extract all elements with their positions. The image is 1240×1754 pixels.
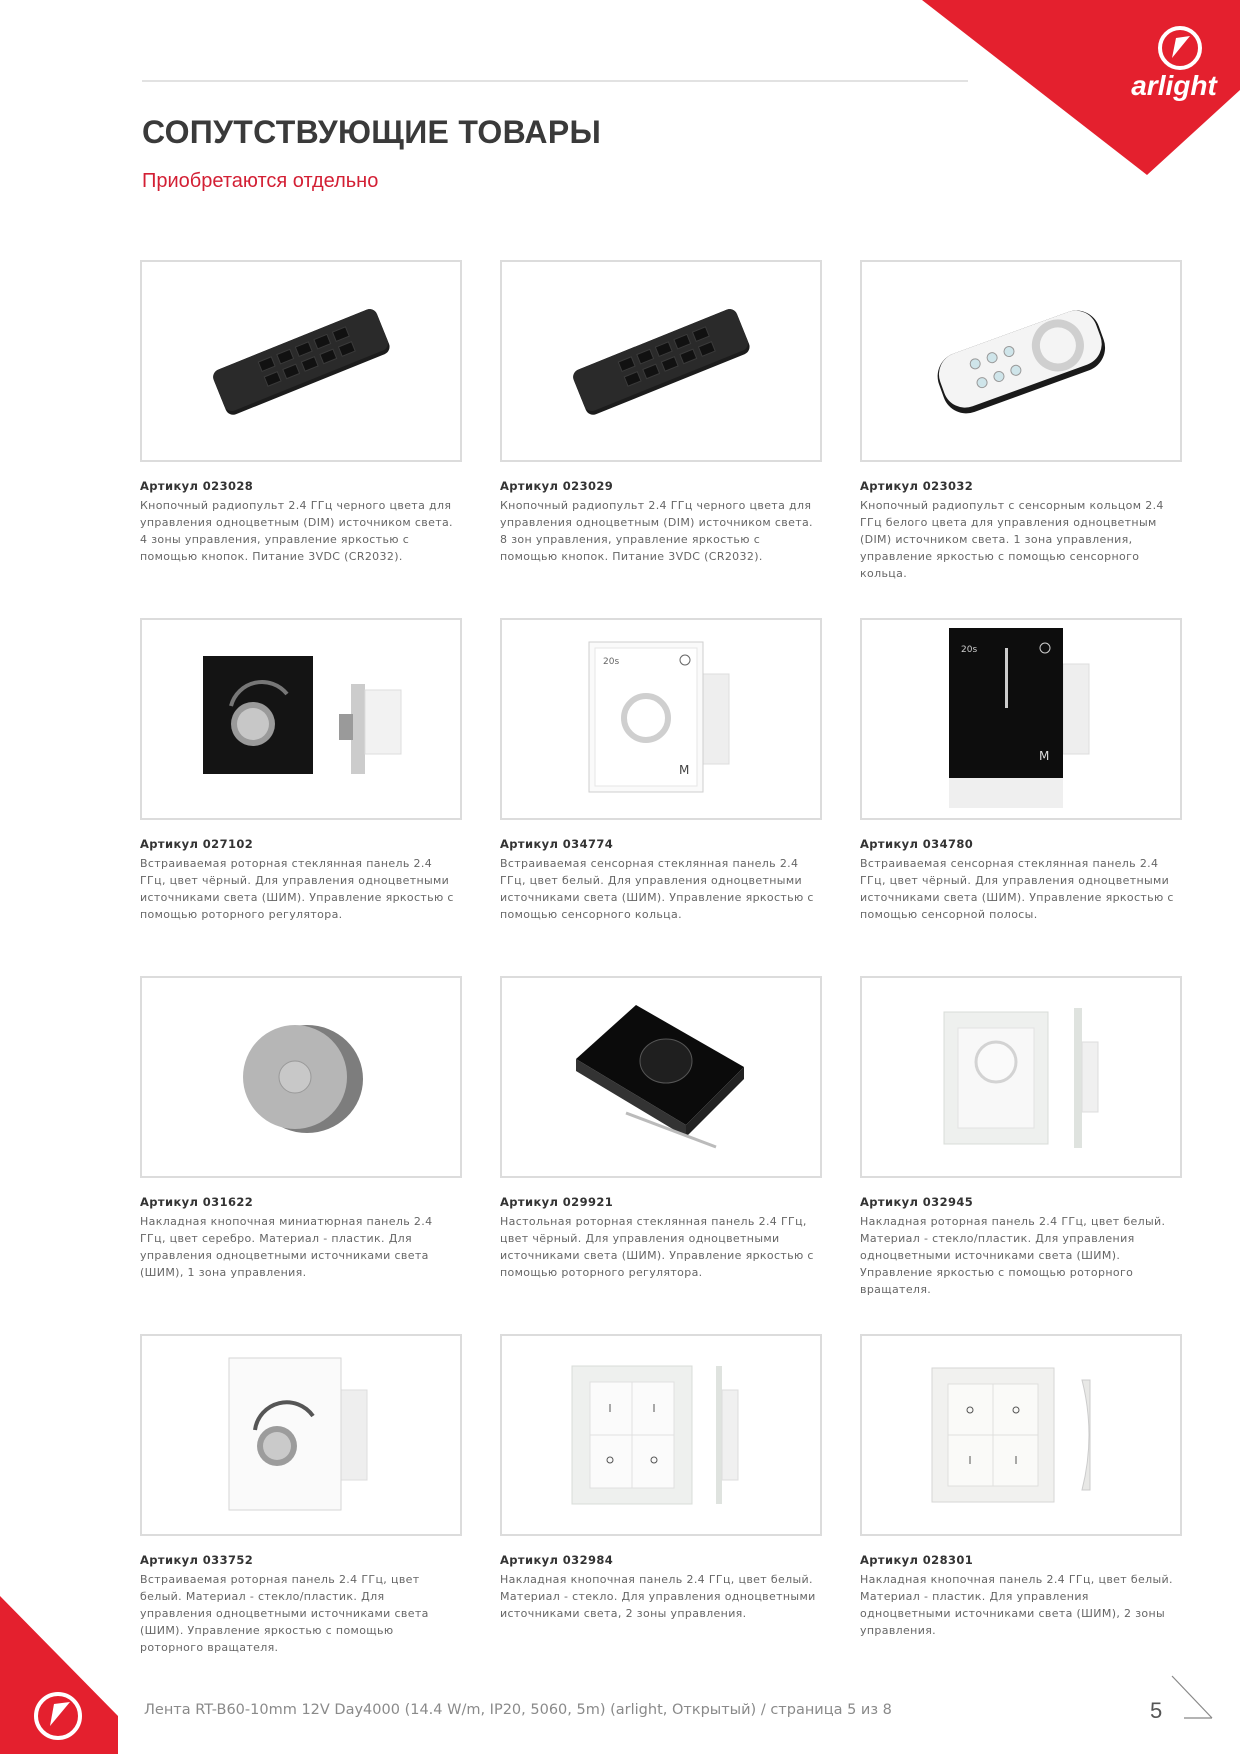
product-article: Артикул 034780 bbox=[860, 837, 974, 851]
product-card[interactable] bbox=[500, 260, 822, 618]
touch-panel-white-ring-icon bbox=[581, 634, 741, 804]
page-title: СОПУТСТВУЮЩИЕ ТОВАРЫ bbox=[142, 114, 602, 150]
page-number: 5 bbox=[1150, 1698, 1163, 1723]
remote-black-4zone-icon bbox=[191, 296, 411, 426]
product-image bbox=[860, 260, 1182, 462]
product-card[interactable] bbox=[500, 1334, 822, 1692]
product-description: Настольная роторная стеклянная панель 2.4 ГГц, цвет чёрный. Для управления одноцветными источниками света (ШИМ). Управление яркостью с помощью роторного регулятора. bbox=[500, 1215, 814, 1279]
mini-round-panel-silver-icon bbox=[231, 1017, 371, 1137]
arlight-logo bbox=[922, 0, 1240, 175]
product-card[interactable] bbox=[500, 976, 822, 1334]
svg-text:20s: 20s bbox=[603, 657, 620, 667]
product-article: Артикул 023028 bbox=[140, 479, 254, 493]
button-panel-white-glass-icon bbox=[566, 1360, 756, 1510]
product-article: Артикул 023032 bbox=[860, 479, 974, 493]
remote-white-ring-icon bbox=[921, 296, 1121, 426]
product-description: Встраиваемая роторная панель 2.4 ГГц, цвет белый. Материал - стекло/пластик. Для управления одноцветными источниками света (ШИМ). Управление яркостью с помощью роторного вращателя. bbox=[140, 1573, 429, 1654]
product-article: Артикул 032984 bbox=[500, 1553, 614, 1567]
product-image bbox=[500, 260, 822, 462]
svg-text:M: M bbox=[679, 763, 690, 777]
product-description: Встраиваемая роторная стеклянная панель 2.4 ГГц, цвет чёрный. Для управления одноцветными источниками света (ШИМ). Управление яркостью с помощью роторного регулятора. bbox=[140, 857, 454, 921]
product-image bbox=[140, 260, 462, 462]
rotary-panel-white-glass-icon bbox=[221, 1350, 381, 1520]
button-panel-white-plastic-icon bbox=[926, 1360, 1116, 1510]
product-description: Накладная кнопочная панель 2.4 ГГц, цвет белый. Материал - стекло. Для управления одноцветными источниками света, 2 зоны управления. bbox=[500, 1573, 816, 1620]
product-description: Встраиваемая сенсорная стеклянная панель 2.4 ГГц, цвет чёрный. Для управления одноцветными источниками света (ШИМ). Управление яркостью с помощью сенсорной полосы. bbox=[860, 857, 1174, 921]
svg-text:20s: 20s bbox=[961, 645, 978, 655]
product-description: Кнопочный радиопульт 2.4 ГГц черного цвета для управления одноцветным (DIM) источником света. 4 зоны управления, управление яркостью с помощью кнопок. Питание 3VDC (CR2032). bbox=[140, 499, 453, 563]
product-description: Встраиваемая сенсорная стеклянная панель 2.4 ГГц, цвет белый. Для управления одноцветными источниками света (ШИМ). Управление яркостью с помощью сенсорного кольца. bbox=[500, 857, 814, 921]
remote-black-8zone-icon bbox=[551, 296, 771, 426]
header-divider bbox=[142, 80, 968, 82]
product-card[interactable] bbox=[140, 976, 462, 1334]
product-image bbox=[140, 618, 462, 820]
product-image bbox=[860, 618, 1182, 820]
product-article: Артикул 034774 bbox=[500, 837, 614, 851]
product-card[interactable] bbox=[860, 976, 1182, 1334]
logo-text: arlight bbox=[1131, 70, 1217, 101]
product-card[interactable] bbox=[140, 1334, 462, 1692]
footer-text: Лента RT-B60-10mm 12V Day4000 (14.4 W/m, IP20, 5060, 5m) (arlight, Открытый) / страница 5 из 8 bbox=[144, 1702, 892, 1718]
product-card[interactable] bbox=[140, 618, 462, 976]
product-article: Артикул 027102 bbox=[140, 837, 254, 851]
product-description: Накладная кнопочная миниатюрная панель 2.4 ГГц, цвет серебро. Материал - пластик. Для управления одноцветными источниками света (ШИМ), 1 зона управления. bbox=[140, 1215, 433, 1279]
product-description: Накладная роторная панель 2.4 ГГц, цвет белый. Материал - стекло/пластик. Для управления одноцветными источниками света (ШИМ). Управление яркостью с помощью роторного вращателя. bbox=[860, 1215, 1166, 1296]
product-image bbox=[500, 618, 822, 820]
product-image bbox=[500, 976, 822, 1178]
product-description: Кнопочный радиопульт 2.4 ГГц черного цвета для управления одноцветным (DIM) источником света. 8 зон управления, управление яркостью с помощью кнопок. Питание 3VDC (CR2032). bbox=[500, 499, 813, 563]
product-description: Кнопочный радиопульт с сенсорным кольцом 2.4 ГГц белого цвета для управления одноцветным (DIM) источником света. 1 зона управления, управление яркостью с помощью сенсорного кольца. bbox=[860, 499, 1164, 580]
product-image bbox=[140, 976, 462, 1178]
product-article: Артикул 032945 bbox=[860, 1195, 974, 1209]
product-article: Артикул 031622 bbox=[140, 1195, 254, 1209]
touch-panel-black-strip-icon bbox=[941, 624, 1101, 814]
product-article: Артикул 033752 bbox=[140, 1553, 254, 1567]
product-card[interactable] bbox=[500, 618, 822, 976]
svg-text:M: M bbox=[1039, 749, 1050, 763]
arlight-corner-mark bbox=[0, 1596, 118, 1754]
product-grid bbox=[140, 260, 1183, 1692]
product-article: Артикул 028301 bbox=[860, 1553, 974, 1567]
product-image bbox=[860, 1334, 1182, 1536]
product-image bbox=[500, 1334, 822, 1536]
product-card[interactable] bbox=[860, 618, 1182, 976]
rotary-panel-black-icon bbox=[191, 644, 411, 794]
product-article: Артикул 023029 bbox=[500, 479, 614, 493]
product-description: Накладная кнопочная панель 2.4 ГГц, цвет белый. Материал - пластик. Для управления одноцветными источниками света (ШИМ), 2 зоны управления. bbox=[860, 1573, 1173, 1637]
product-image bbox=[860, 976, 1182, 1178]
page-subtitle: Приобретаются отдельно bbox=[142, 170, 379, 192]
rotary-panel-white-icon bbox=[936, 1002, 1106, 1152]
page-corner-line bbox=[1168, 1674, 1216, 1724]
product-card[interactable] bbox=[860, 1334, 1182, 1692]
product-image bbox=[140, 1334, 462, 1536]
product-card[interactable] bbox=[140, 260, 462, 618]
product-card[interactable] bbox=[860, 260, 1182, 618]
product-article: Артикул 029921 bbox=[500, 1195, 614, 1209]
desktop-rotary-panel-black-icon bbox=[566, 997, 756, 1157]
